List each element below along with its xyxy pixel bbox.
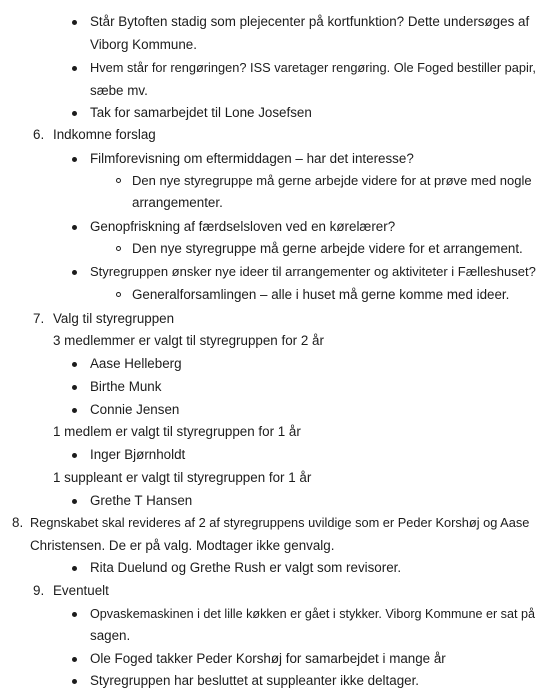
list-item: Rita Duelund og Grethe Rush er valgt som revisorer. bbox=[90, 560, 402, 575]
section-heading-continuation: Christensen. De er på valg. Modtager ikke genvalg. bbox=[30, 538, 335, 553]
list-item: Står Bytoften stadig som plejecenter på kortfunktion? Dette undersøges af bbox=[90, 14, 530, 29]
sub-list-item: Generalforsamlingen – alle i huset må gerne komme med ideer. bbox=[132, 287, 510, 302]
section-heading: Valg til styregruppen bbox=[53, 311, 175, 326]
paragraph: 1 medlem er valgt til styregruppen for 1 år bbox=[53, 424, 301, 439]
section-number: 7. bbox=[33, 311, 45, 326]
section-heading: Eventuelt bbox=[53, 583, 109, 598]
list-item: Grethe T Hansen bbox=[90, 493, 193, 508]
list-item-continuation: sagen. bbox=[90, 628, 131, 643]
section-heading: Regnskabet skal revideres af 2 af styregruppens uvildige som er Peder Korshøj og Aase bbox=[30, 515, 530, 530]
list-item: Connie Jensen bbox=[90, 402, 180, 417]
paragraph: 3 medlemmer er valgt til styregruppen for 2 år bbox=[53, 333, 324, 348]
list-item: Inger Bjørnholdt bbox=[90, 447, 186, 462]
list-item: Ole Foged takker Peder Korshøj for samarbejdet i mange år bbox=[90, 651, 446, 666]
section-number: 6. bbox=[33, 127, 45, 142]
sub-list-item: Den nye styregruppe må gerne arbejde videre for at prøve med nogle bbox=[132, 173, 532, 188]
list-item: Birthe Munk bbox=[90, 379, 162, 394]
list-item: Aase Helleberg bbox=[90, 356, 182, 371]
list-item: Tak for samarbejdet til Lone Josefsen bbox=[90, 105, 312, 120]
list-item: Filmforevisning om eftermiddagen – har det interesse? bbox=[90, 151, 414, 166]
list-item: Genopfriskning af færdselsloven ved en kørelærer? bbox=[90, 219, 396, 234]
section-number: 9. bbox=[33, 583, 45, 598]
section-number: 8. bbox=[12, 515, 24, 530]
list-item-continuation: sæbe mv. bbox=[90, 83, 148, 98]
list-item: Styregruppen ønsker nye ideer til arrangementer og aktiviteter i Fælleshuset? bbox=[90, 264, 536, 279]
sub-list-item-continuation: arrangementer. bbox=[132, 195, 223, 210]
section-heading: Indkomne forslag bbox=[53, 127, 156, 142]
list-item: Opvaskemaskinen i det lille køkken er gået i stykker. Viborg Kommune er sat på bbox=[90, 607, 535, 621]
paragraph: 1 suppleant er valgt til styregruppen for 1 år bbox=[53, 470, 312, 485]
list-item-continuation: Viborg Kommune. bbox=[90, 37, 197, 52]
list-item: Styregruppen har besluttet at suppleanter ikke deltager. bbox=[90, 673, 420, 688]
list-item: Hvem står for rengøringen? ISS varetager rengøring. Ole Foged bestiller papir, bbox=[90, 60, 536, 75]
sub-list-item: Den nye styregruppe må gerne arbejde videre for et arrangement. bbox=[132, 241, 523, 256]
